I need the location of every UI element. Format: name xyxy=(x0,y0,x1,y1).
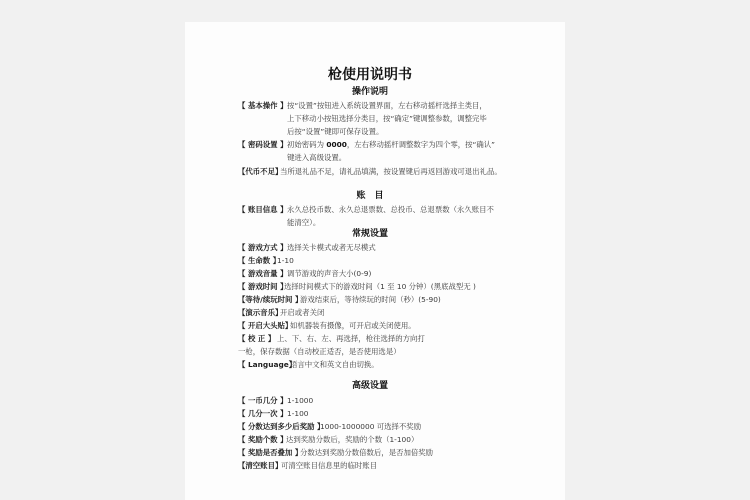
label-lives: 【 生命数 】 xyxy=(238,256,281,265)
text-ledger-info-2: 能清空）。 xyxy=(287,218,321,227)
label-demo-music: 【演示音乐】 xyxy=(238,308,283,317)
text-coin-shortage: 当所退礼品不足，请礼品填满，按设置键后再返回游戏可退出礼品。 xyxy=(280,167,502,176)
text-lives: 1-10 xyxy=(277,256,294,265)
text-reward-count: 达到奖励分数后，奖励的个数（1-100） xyxy=(286,435,419,444)
text-basic-operation-1: 按“设置”按钮进入系统设置界面，左右移动摇杆选择主类目， xyxy=(287,101,487,110)
label-clear-ledger: 【清空账目】 xyxy=(238,461,283,470)
label-password-setting: 【 密码设置 】 xyxy=(238,140,288,149)
text-password-setting-2: 键进入高级设置。 xyxy=(287,153,347,162)
text-basic-operation-2: 上下移动小按钮选择分类目，按“确定”键调整参数，调整完毕 xyxy=(287,114,487,123)
text-continue-time: 游戏结束后，等待续玩的时间（秒）(5-90) xyxy=(300,295,441,304)
text-basic-operation-3: 后按“设置”键即可保存设置。 xyxy=(287,127,384,136)
label-reward-count: 【 奖励个数 】 xyxy=(238,435,288,444)
section-heading-operation: 操作说明 xyxy=(351,87,388,97)
label-score-reward: 【 分数达到多少后奖励 】 xyxy=(238,422,325,431)
text-game-time: 选择时间模式下的游戏时间（1 至 10 分钟）(黑底战型无 ) xyxy=(284,282,476,291)
text-game-volume: 调节游戏的声音大小(0-9) xyxy=(287,269,372,278)
label-basic-operation: 【 基本操作 】 xyxy=(238,101,288,110)
text-demo-music: 开启或者关闭 xyxy=(280,308,325,317)
label-game-volume: 【 游戏音量 】 xyxy=(238,269,288,278)
text-credits-per-play: 1-100 xyxy=(287,409,309,418)
text-calibrate-2: 一枪，保存数据（自动校正适否，是否使用选是） xyxy=(238,347,401,356)
text-coin-per-credit: 1-1000 xyxy=(287,396,314,405)
label-game-time: 【 游戏时间 】 xyxy=(238,282,288,291)
text-language: 语言中文和英文自由切换。 xyxy=(290,360,379,369)
section-heading-common: 常规设置 xyxy=(351,229,388,239)
label-reward-stack: 【 奖励是否叠加 】 xyxy=(238,448,303,457)
document-title: 枪使用说明书 xyxy=(328,67,412,83)
text-score-reward: 1000-1000000 可选择不奖励 xyxy=(320,422,422,431)
text-photo-sticker: 如机器装有摄像，可开启或关闭使用。 xyxy=(290,321,416,330)
label-coin-per-credit: 【 一币几分 】 xyxy=(238,396,288,405)
text-ledger-info-1: 永久总投币数、永久总退票数、总投币、总退票数（永久账目不 xyxy=(287,205,494,214)
text-password-setting-1: 初始密码为 0000，左右移动摇杆调整数字为四个零，按“确认” xyxy=(287,140,495,149)
label-calibrate: 【 校 正 】 xyxy=(238,334,276,343)
label-coin-shortage: 【代币不足】 xyxy=(238,167,283,176)
text-clear-ledger: 可清空账目信息里的临时账目 xyxy=(281,461,378,470)
label-continue-time: 【等待/续玩时间 】 xyxy=(238,295,303,304)
label-photo-sticker: 【 开启大头贴】 xyxy=(238,321,293,330)
section-heading-advanced: 高级设置 xyxy=(351,381,388,391)
text-calibrate-1: 上、下、右、左、再选择，枪往选择的方向打 xyxy=(277,334,425,343)
text-game-mode: 选择关卡模式或者无尽模式 xyxy=(287,243,376,252)
label-game-mode: 【 游戏方式 】 xyxy=(238,243,288,252)
section-heading-ledger: 账 目 xyxy=(356,191,384,201)
label-credits-per-play: 【 几分一次 】 xyxy=(238,409,288,418)
label-language: 【 Language】 xyxy=(238,360,297,369)
label-ledger-info: 【 账目信息 】 xyxy=(238,205,288,214)
text-reward-stack: 分数达到奖励分数倍数后，是否加倍奖励 xyxy=(300,448,434,457)
